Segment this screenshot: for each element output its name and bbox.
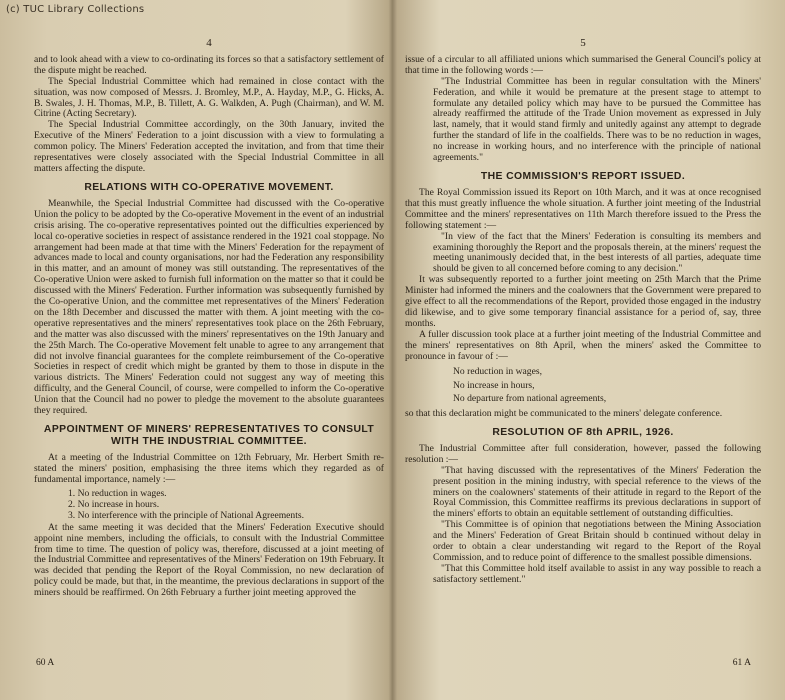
paragraph: A fuller discussion took place at a further joint meeting of the Industrial Committee and the miners' representatives on 8th April, when the miners' asked the Committee to pronounce in favour of :— xyxy=(405,328,761,362)
paragraph: The Royal Commission issued its Report on 10th March, and it was at once recognised that this must greatly influence the whole situation. A further joint meeting of the Industrial Committee and the miners' representatives on 11th March therefore issued to the Press the following statement :— xyxy=(405,186,761,231)
list-item: 3. No interference with the principle of National Agreements. xyxy=(68,509,305,521)
paragraph: The Industrial Committee after full consideration, however, passed the following resolution :— xyxy=(405,442,761,465)
quoted-paragraph: "This Committee is of opinion that negotiations between the Mining Association and the Miners' Federation of Great Britain should b continued without delay in order to obtain a clear understanding wit regard to the Report of the Royal Commission, and to reduce point of difference to the smallest possible dimensions. xyxy=(433,519,761,563)
section-heading: THE COMMISSION'S REPORT ISSUED. xyxy=(480,170,686,182)
list-item: 2. No increase in hours. xyxy=(68,498,160,510)
point-list xyxy=(68,488,384,521)
section-heading: RESOLUTION OF 8th APRIL, 1926. xyxy=(492,426,674,438)
quoted-paragraph: "In view of the fact that the Miners' Federation is consulting its members and examining thoroughly the Report and the proposals therein, at the miners' request the meeting unanimously decided that, in the best interests of all parties, adequate time should be given to all concerned before coming to any decision." xyxy=(433,230,761,275)
right-page-text xyxy=(405,55,761,586)
paragraph: so that this declaration might be communicated to the miners' delegate conference. xyxy=(405,407,723,419)
list-item: No departure from national agreements, xyxy=(453,393,607,405)
list-item: No increase in hours, xyxy=(453,379,535,391)
page-footer: 61 A xyxy=(732,658,751,669)
left-page xyxy=(34,22,384,687)
left-page-text xyxy=(34,55,384,599)
quoted-paragraph: "That having discussed with the representatives of the Miners' Federation the present position in the mining industry, with special reference to the views of the miners on the coalowners' statements of their attitude in regard to the Report of the Royal Commission, this Committee reaffirms its previous declarations in support of the miners' efforts to obtain an equitable settlement of outstanding difficulties. xyxy=(433,464,761,520)
paragraph: The Special Industrial Committee which had remained in close contact with the situation, was now composed of Messrs. J. Bromley, M.P., A. Hayday, M.P., G. Hicks, A. B. Swales, J. H. Thomas, M.P., B. Tillett, A. G. Walkden, A. Pugh (Chairman), and W. M. Citrine (Acting Secretary). xyxy=(34,75,384,120)
paragraph: At a meeting of the Industrial Committee on 12th February, Mr. Herbert Smith re-stated the miners' position, emphasising the three items which they regarded as of fundamental importance, namely :— xyxy=(34,452,384,485)
paragraph: and to look ahead with a view to co-ordinating its forces so that a satisfactory settlement of the dispute might be reached. xyxy=(34,53,384,76)
quoted-paragraph: "That this Committee hold itself available to assist in any way possible to reach a satisfactory settlement." xyxy=(433,562,761,585)
right-page xyxy=(405,22,761,687)
copyright-watermark: (c) TUC Library Collections xyxy=(6,4,145,15)
point-list xyxy=(453,365,761,406)
paragraph: At the same meeting it was decided that the Miners' Federation Executive should appoint nine members, including the officials, to consult with the Industrial Committee from time to time. The question of policy was, therefore, discussed at a joint meeting of the Industrial Committee and representatives of the Miners' Federation on 19th February. It was decided that pending the Report of the Royal Commission, no new declaration of policy could be made, but that, in the meantime, the previous declarations in support of the miners should be reaffirmed. On 26th February a further joint meeting approved the xyxy=(34,521,384,599)
list-item: No reduction in wages, xyxy=(453,366,542,378)
paragraph: The Special Industrial Committee accordingly, on the 30th January, invited the Executive of the Miners' Federation to a joint discussion with a view to formulating a common policy. The Miners' Federation accepted the invitation, and from that time their representatives were closely associated with the Special Industrial Committee in all matters affecting the dispute. xyxy=(34,119,384,174)
list-item: 1. No reduction in wages. xyxy=(68,487,167,499)
page-footer: 60 A xyxy=(36,658,55,669)
page-number: 5 xyxy=(580,37,586,49)
quoted-paragraph: "The Industrial Committee has been in regular consultation with the Miners' Federation, and while it would be premature at the present stage to attempt to formulate any detailed policy which may have to be pursued the Committee has already reaffirmed the attitude of the Trade Union movement as expressed in July last, namely, that it would stand firmly and unitedly against any attempt to degrade further the standard of life in the coalfields. There was to be no reduction in wages, no increase in working hours, and no interference with the principle of national agreements." xyxy=(433,75,761,164)
paragraph: issue of a circular to all affiliated unions which summarised the General Council's policy at that time in the following words :— xyxy=(405,53,761,76)
section-heading: RELATIONS WITH CO-OPERATIVE MOVEMENT. xyxy=(84,181,334,193)
paragraph: Meanwhile, the Special Industrial Committee had discussed with the Co-operative Union the policy to be adopted by the Co-operative Movement in the event of an industrial crisis arising. The co-operative representatives pointed out the difficulties experienced by local co-operative societies in respect of assistance rendered in the 1921 coal stoppage. No arrangement had been made at that time with the Miners' Federation for the repayment of advances made to local and county organisations, nor had the Federation any responsibility in this matter, and an amount of money was still outstanding. The representatives of the Co-operative Union were asked to furnish full information on the matter so that it could be discussed with the Miners' Federation. Further information was subsequently furnished by the Co-operative Union, and the committee met representatives of the Miners' Federation on the 18th December and discussed the matter with them. A joint meeting with the co-operative representatives and the miners' representatives took place on the 26th February, and the matter was also discussed with the miners' representatives on the 19th January and the 25th March. The Co-operative Movement felt unable to agree to any arrangement that did not involve financial guarantees for the complete reimbursement of the Co-operative Societies in respect of credit which might be granted by them to those in dispute in the various districts. The Miners' Federation could not suggest any way of meeting this difficulty, and the General Council, of course, were compelled to inform the Co-operative Union that the Council had no power to pledge the movement to the absolute guarantees they required. xyxy=(34,197,384,417)
section-heading: APPOINTMENT OF MINERS' REPRESENTATIVES TO CONSULT WITH THE INDUSTRIAL COMMITTEE. xyxy=(43,424,375,447)
page-number: 4 xyxy=(206,37,212,49)
paragraph: It was subsequently reported to a further joint meeting on 25th March that the Prime Minister had informed the miners and the coalowners that the Government were prepared to give effect to all the recommendations of the Report, provided those engaged in the industry did likewise, and to give some temporary financial assistance for a period of, say, three months. xyxy=(405,274,761,329)
